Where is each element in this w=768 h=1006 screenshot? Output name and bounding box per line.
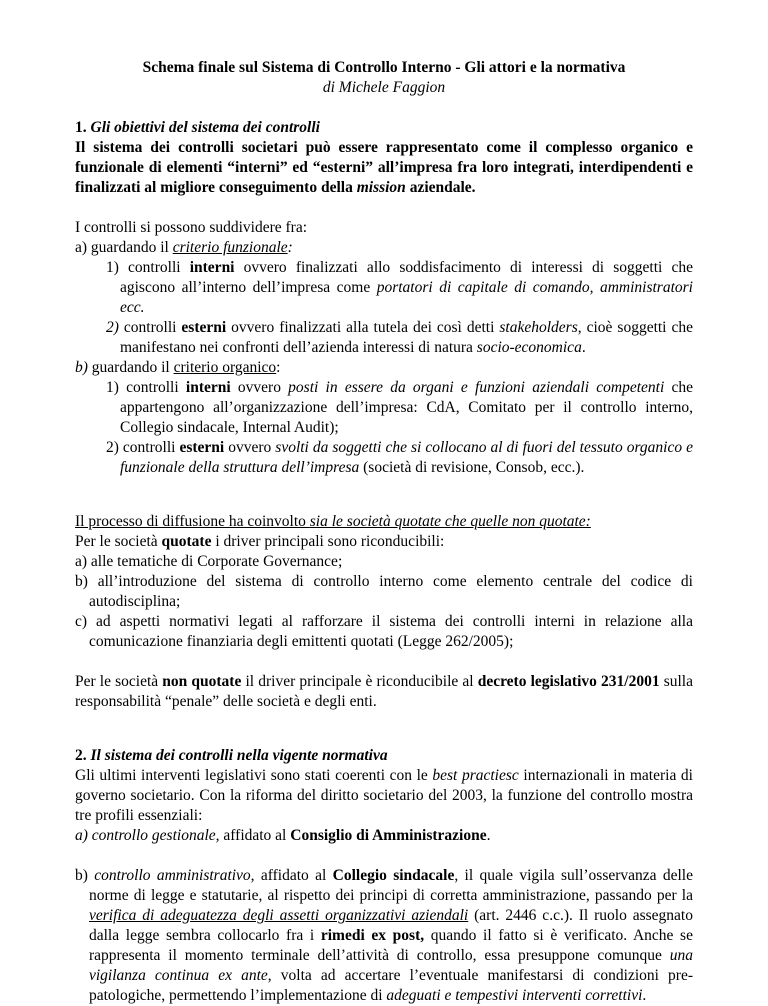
section-1-number: 1. [75, 119, 87, 136]
driver-item-a: a) alle tematiche di Corporate Governance; [75, 553, 343, 570]
non-quotate-paragraph: Per le società non quotate il driver principale è riconducibile al decreto legislativo 231/2001 sulla responsabilità “penale” delle società e degli enti. [75, 673, 693, 710]
section-2-paragraph: Gli ultimi interventi legislativi sono stati coerenti con le best practiesc internazionali in materia di governo societario. Con la riforma del diritto societario del 2003, la funzione del controllo mostra tre profili essenziali: [75, 767, 693, 824]
section-1-lead: Il sistema dei controlli societari può essere rappresentato come il complesso organico e funzionale di elementi “interni” ed “esterni” all’impresa fra loro integrati, interdipendenti e finalizzati al migliore conseguimento della mission aziendale. [75, 139, 693, 196]
profile-a: a) controllo gestionale, affidato al Consiglio di Amministrazione. [75, 827, 491, 844]
document-title: Schema finale sul Sistema di Controllo Interno - Gli attori e la normativa [142, 59, 626, 76]
criterion-b-item-1: 1) controlli interni ovvero posti in essere da organi e funzioni aziendali competenti che appartengono all’organizzazione dell’impresa: CdA, Comitato per il controllo interno, Collegio sindacale, Internal Audit); [106, 379, 693, 436]
section-2-number: 2. [75, 747, 87, 764]
document-page [75, 58, 693, 1006]
criterion-a-item-2: 2) controlli esterni ovvero finalizzati alla tutela dei così detti stakeholders, cioè soggetti che manifestano nei confronti dell’azienda interessi di natura socio-economica. [106, 319, 693, 356]
criterion-b-item-2: 2) controlli esterni ovvero svolti da soggetti che si collocano al di fuori del tessuto organico e funzionale della struttura dell’impresa (società di revisione, Consob, ecc.). [106, 439, 694, 476]
criterion-a-item-1: 1) controlli interni ovvero finalizzati allo soddisfacimento di interessi di soggetti che agiscono all’interno dell’impresa come portatori di capitale di comando, amministratori ecc. [106, 259, 693, 316]
diffusion-heading: Il processo di diffusione ha coinvolto sia le società quotate che quelle non quotate: [75, 513, 591, 530]
criterion-a: a) guardando il criterio funzionale: [75, 239, 293, 256]
section-1-heading [75, 118, 693, 138]
criterion-b: b) guardando il criterio organico: [75, 359, 281, 376]
profile-b: b) controllo amministrativo, affidato al Collegio sindacale, il quale vigila sull’osservanza delle norme di legge e statutarie, al rispetto dei principi di corretta amministrazione, passando per la verifica di adeguatezza degli assetti organizzativi aziendali (art. 2446 c.c.). Il ruolo assegnato dalla legge sembra collocarlo fra i rimedi ex post, quando il fatto si è verificato. Anche se rappresenta il momento terminale dell’attività di controllo, essa presuppone comunque una vigilanza continua ex ante, volta ad accertare l’eventuale manifestarsi di condizioni pre-patologiche, permettendo l’implementazione di adeguati e tempestivi interventi correttivi. [75, 867, 693, 1004]
section-1-title: Gli obiettivi del sistema dei controlli [90, 119, 320, 136]
driver-item-c: c) ad aspetti normativi legati al rafforzare il sistema dei controlli interni in relazione alla comunicazione finanziaria degli emittenti quotati (Legge 262/2005); [75, 613, 693, 650]
section-2-title: Il sistema dei controlli nella vigente normativa [90, 747, 388, 764]
document-author: di Michele Faggion [322, 79, 446, 96]
driver-item-b: b) all’introduzione del sistema di controllo interno come elemento centrale del codice di autodisciplina; [75, 573, 693, 610]
section-2-heading [75, 746, 693, 766]
quotate-intro: Per le società quotate i driver principali sono riconducibili: [75, 533, 445, 550]
controls-intro: I controlli si possono suddividere fra: [75, 219, 308, 236]
